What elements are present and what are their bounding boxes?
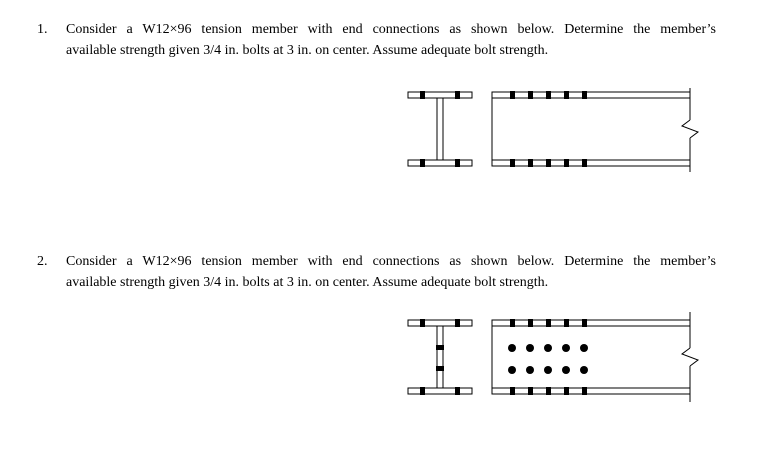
bolt-mark: [582, 91, 587, 99]
bolt-mark: [528, 387, 533, 395]
bolt-mark: [420, 159, 425, 167]
web: [437, 326, 443, 388]
bolt-mark: [510, 387, 515, 395]
bolt-mark: [528, 159, 533, 167]
web-bolt: [544, 366, 552, 374]
problem-text-line-2: available strength given 3/4 in. bolts at 3 in. on center. Assume adequate bolt strength.: [66, 275, 549, 290]
bolt-mark: [546, 387, 551, 395]
bolt-mark: [455, 319, 460, 327]
connection-figure-1: [400, 84, 720, 184]
member-plan-view: [492, 88, 698, 172]
bolt-mark: [528, 91, 533, 99]
bolt-mark: [455, 91, 460, 99]
flange-bolts-plan: [510, 91, 587, 167]
bolt-mark: [420, 387, 425, 395]
bolt-mark: [528, 319, 533, 327]
problem-number: 2.: [37, 254, 48, 269]
top-flange: [408, 320, 472, 326]
problem-text-line-1: Consider a W12×96 tension member with end connections as shown below. Determine the member’s: [66, 254, 716, 269]
bolt-mark: [564, 91, 569, 99]
connection-figure-2: [400, 312, 720, 412]
bolt-mark: [420, 319, 425, 327]
bolt-mark: [582, 387, 587, 395]
web-bolt-mark: [436, 366, 444, 371]
bolt-mark: [455, 159, 460, 167]
web-bolt: [508, 366, 516, 374]
problem-statement: [66, 251, 716, 293]
problem-statement: [66, 19, 716, 61]
problem-text-line-1: Consider a W12×96 tension member with end connections as shown below. Determine the member’s: [66, 22, 716, 37]
bottom-flange-plan: [492, 160, 690, 166]
bolt-mark: [510, 91, 515, 99]
bolt-mark: [564, 319, 569, 327]
web-bolts-plan: [508, 344, 588, 374]
top-flange-plan: [492, 92, 690, 98]
web-bolt: [580, 344, 588, 352]
problem-text-line-2: available strength given 3/4 in. bolts at 3 in. on center. Assume adequate bolt strength.: [66, 43, 549, 58]
web-bolt: [562, 344, 570, 352]
member-plan-view: [492, 312, 698, 402]
top-flange: [408, 92, 472, 98]
web: [437, 98, 443, 160]
web-bolt: [544, 344, 552, 352]
flange-bolts-section: [420, 319, 460, 395]
w-shape-cross-section: [408, 92, 472, 166]
bolt-mark: [546, 91, 551, 99]
flange-bolts-section: [420, 91, 460, 167]
bolt-mark: [455, 387, 460, 395]
bolt-mark: [510, 159, 515, 167]
bottom-flange-plan: [492, 388, 690, 394]
web-bolt: [508, 344, 516, 352]
bolt-mark: [564, 387, 569, 395]
bolt-mark: [420, 91, 425, 99]
break-symbol: [682, 120, 698, 138]
problem-number: 1.: [37, 22, 48, 37]
top-flange-plan: [492, 320, 690, 326]
bottom-flange: [408, 160, 472, 166]
bolt-mark: [582, 319, 587, 327]
bolt-mark: [582, 159, 587, 167]
flange-bolts-plan: [510, 319, 587, 395]
bottom-flange: [408, 388, 472, 394]
web-bolt-mark: [436, 345, 444, 350]
bolt-mark: [546, 319, 551, 327]
web-bolt: [526, 366, 534, 374]
web-bolt: [580, 366, 588, 374]
bolt-mark: [510, 319, 515, 327]
w-shape-cross-section: [408, 320, 472, 394]
bolt-mark: [546, 159, 551, 167]
bolt-mark: [564, 159, 569, 167]
web-bolt: [562, 366, 570, 374]
break-symbol: [682, 348, 698, 366]
web-bolt: [526, 344, 534, 352]
